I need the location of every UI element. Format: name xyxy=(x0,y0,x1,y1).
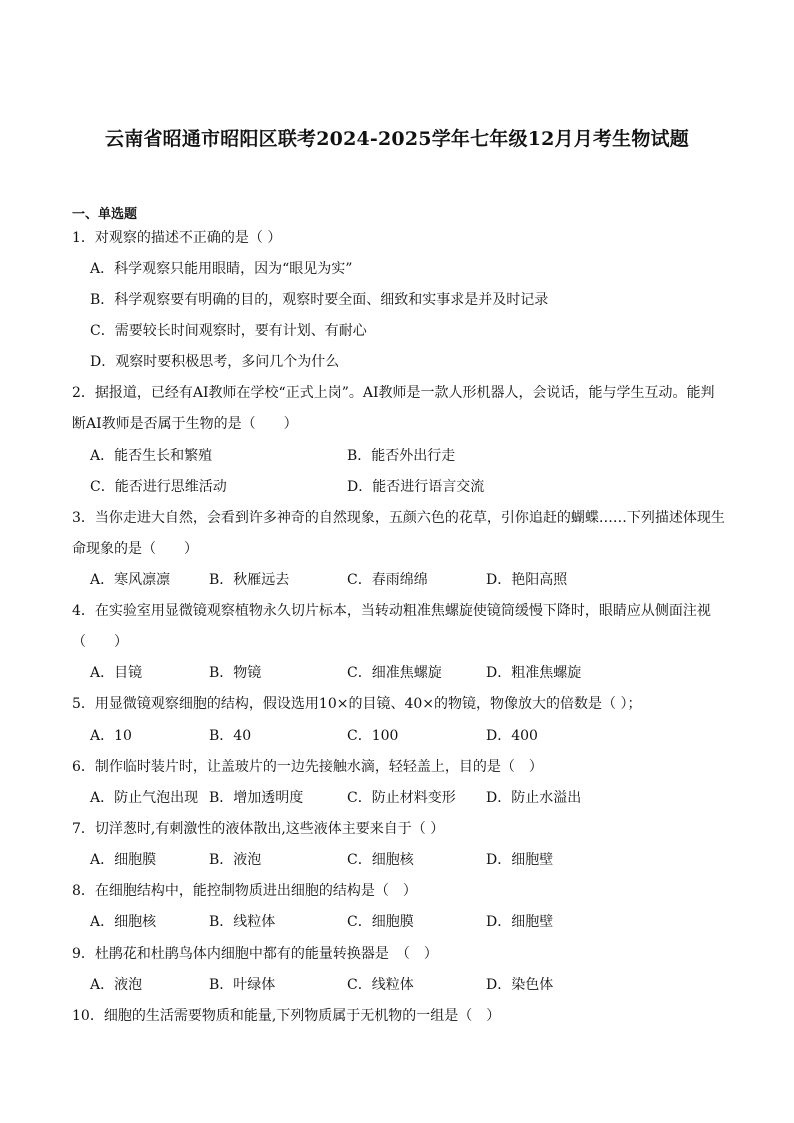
question-9-option-b: B．叶绿体 xyxy=(209,977,276,993)
question-8-stem: 8．在细胞结构中，能控制物质进出细胞的结构是（ ） xyxy=(72,883,417,899)
question-7-option-a: A．细胞膜 xyxy=(90,852,157,868)
question-1-option-c: C．需要较长时间观察时，要有计划、有耐心 xyxy=(90,323,367,339)
question-4-option-b: B．物镜 xyxy=(209,665,262,681)
page-title: 云南省昭通市昭阳区联考2024-2025学年七年级12月月考生物试题 xyxy=(105,128,689,150)
question-8-option-a: A．细胞核 xyxy=(90,914,157,930)
question-3-option-d: D．艳阳高照 xyxy=(486,572,568,588)
question-7-option-c: C．细胞核 xyxy=(347,852,414,868)
question-1-option-a: A．科学观察只能用眼睛，因为“眼见为实” xyxy=(90,261,353,277)
question-6-option-d: D．防止水溢出 xyxy=(486,790,582,806)
question-3-option-c: C．春雨绵绵 xyxy=(347,572,428,588)
question-9-option-a: A．液泡 xyxy=(90,977,143,993)
question-2-option-c: C．能否进行思维活动 xyxy=(90,479,227,495)
question-6-option-a: A．防止气泡出现 xyxy=(90,790,199,806)
question-1-stem: 1．对观察的描述不正确的是（ ） xyxy=(72,230,282,246)
question-4-stem-line-2: （ ） xyxy=(72,634,128,650)
section-heading: 一、单选题 xyxy=(72,207,138,222)
question-3-stem-line-1: 3．当你走进大自然，会看到许多神奇的自然现象，五颜六色的花草，引你追赶的蝴蝶……下列描述体现生 xyxy=(72,510,725,526)
question-9-option-c: C．线粒体 xyxy=(347,977,414,993)
question-8-option-d: D．细胞壁 xyxy=(486,914,554,930)
question-4-option-d: D．粗准焦螺旋 xyxy=(486,665,582,681)
question-5-option-c: C．100 xyxy=(347,728,399,744)
question-7-option-b: B．液泡 xyxy=(209,852,262,868)
question-9-stem: 9．杜鹃花和杜鹃鸟体内细胞中都有的能量转换器是 （ ） xyxy=(72,946,438,962)
question-4-option-c: C．细准焦螺旋 xyxy=(347,665,442,681)
question-7-stem: 7．切洋葱时,有刺激性的液体散出,这些液体主要来自于（ ） xyxy=(72,821,445,837)
question-4-option-a: A．目镜 xyxy=(90,665,143,681)
question-3-stem-line-2: 命现象的是（ ） xyxy=(72,541,198,557)
question-3-option-a: A．寒风凛凛 xyxy=(90,572,171,588)
question-2-stem-line-1: 2．据报道，已经有AI教师在学校“正式上岗”。AI教师是一款人形机器人，会说话，能与学生互动。能判 xyxy=(72,385,715,401)
question-8-option-c: C．细胞膜 xyxy=(347,914,414,930)
question-3-option-b: B．秋雁远去 xyxy=(209,572,290,588)
question-8-option-b: B．线粒体 xyxy=(209,914,276,930)
question-4-stem-line-1: 4．在实验室用显微镜观察植物永久切片标本，当转动粗准焦螺旋使镜筒缓慢下降时，眼睛应从侧面注视 xyxy=(72,603,711,619)
question-1-option-b: B．科学观察要有明确的目的，观察时要全面、细致和实事求是并及时记录 xyxy=(90,292,549,308)
question-6-option-c: C．防止材料变形 xyxy=(347,790,456,806)
question-9-option-d: D．染色体 xyxy=(486,977,554,993)
question-6-option-b: B．增加透明度 xyxy=(209,790,304,806)
question-2-option-b: B．能否外出行走 xyxy=(347,448,456,464)
question-2-stem-line-2: 断AI教师是否属于生物的是（ ） xyxy=(72,416,298,432)
question-6-stem: 6．制作临时装片时，让盖玻片的一边先接触水滴，轻轻盖上，目的是（ ） xyxy=(72,759,543,775)
question-5-option-b: B．40 xyxy=(209,728,252,744)
question-5-option-d: D．400 xyxy=(486,728,538,744)
question-5-stem: 5．用显微镜观察细胞的结构，假设选用10×的目镜、40×的物镜，物像放大的倍数是（ ）； xyxy=(72,696,642,712)
question-1-option-d: D．观察时要积极思考，多问几个为什么 xyxy=(90,354,340,370)
question-2-option-d: D．能否进行语言交流 xyxy=(347,479,485,495)
question-5-option-a: A．10 xyxy=(90,728,132,744)
question-7-option-d: D．细胞壁 xyxy=(486,852,554,868)
question-2-option-a: A．能否生长和繁殖 xyxy=(90,448,213,464)
question-10-stem: 10．细胞的生活需要物质和能量,下列物质属于无机物的一组是（ ） xyxy=(72,1008,501,1024)
